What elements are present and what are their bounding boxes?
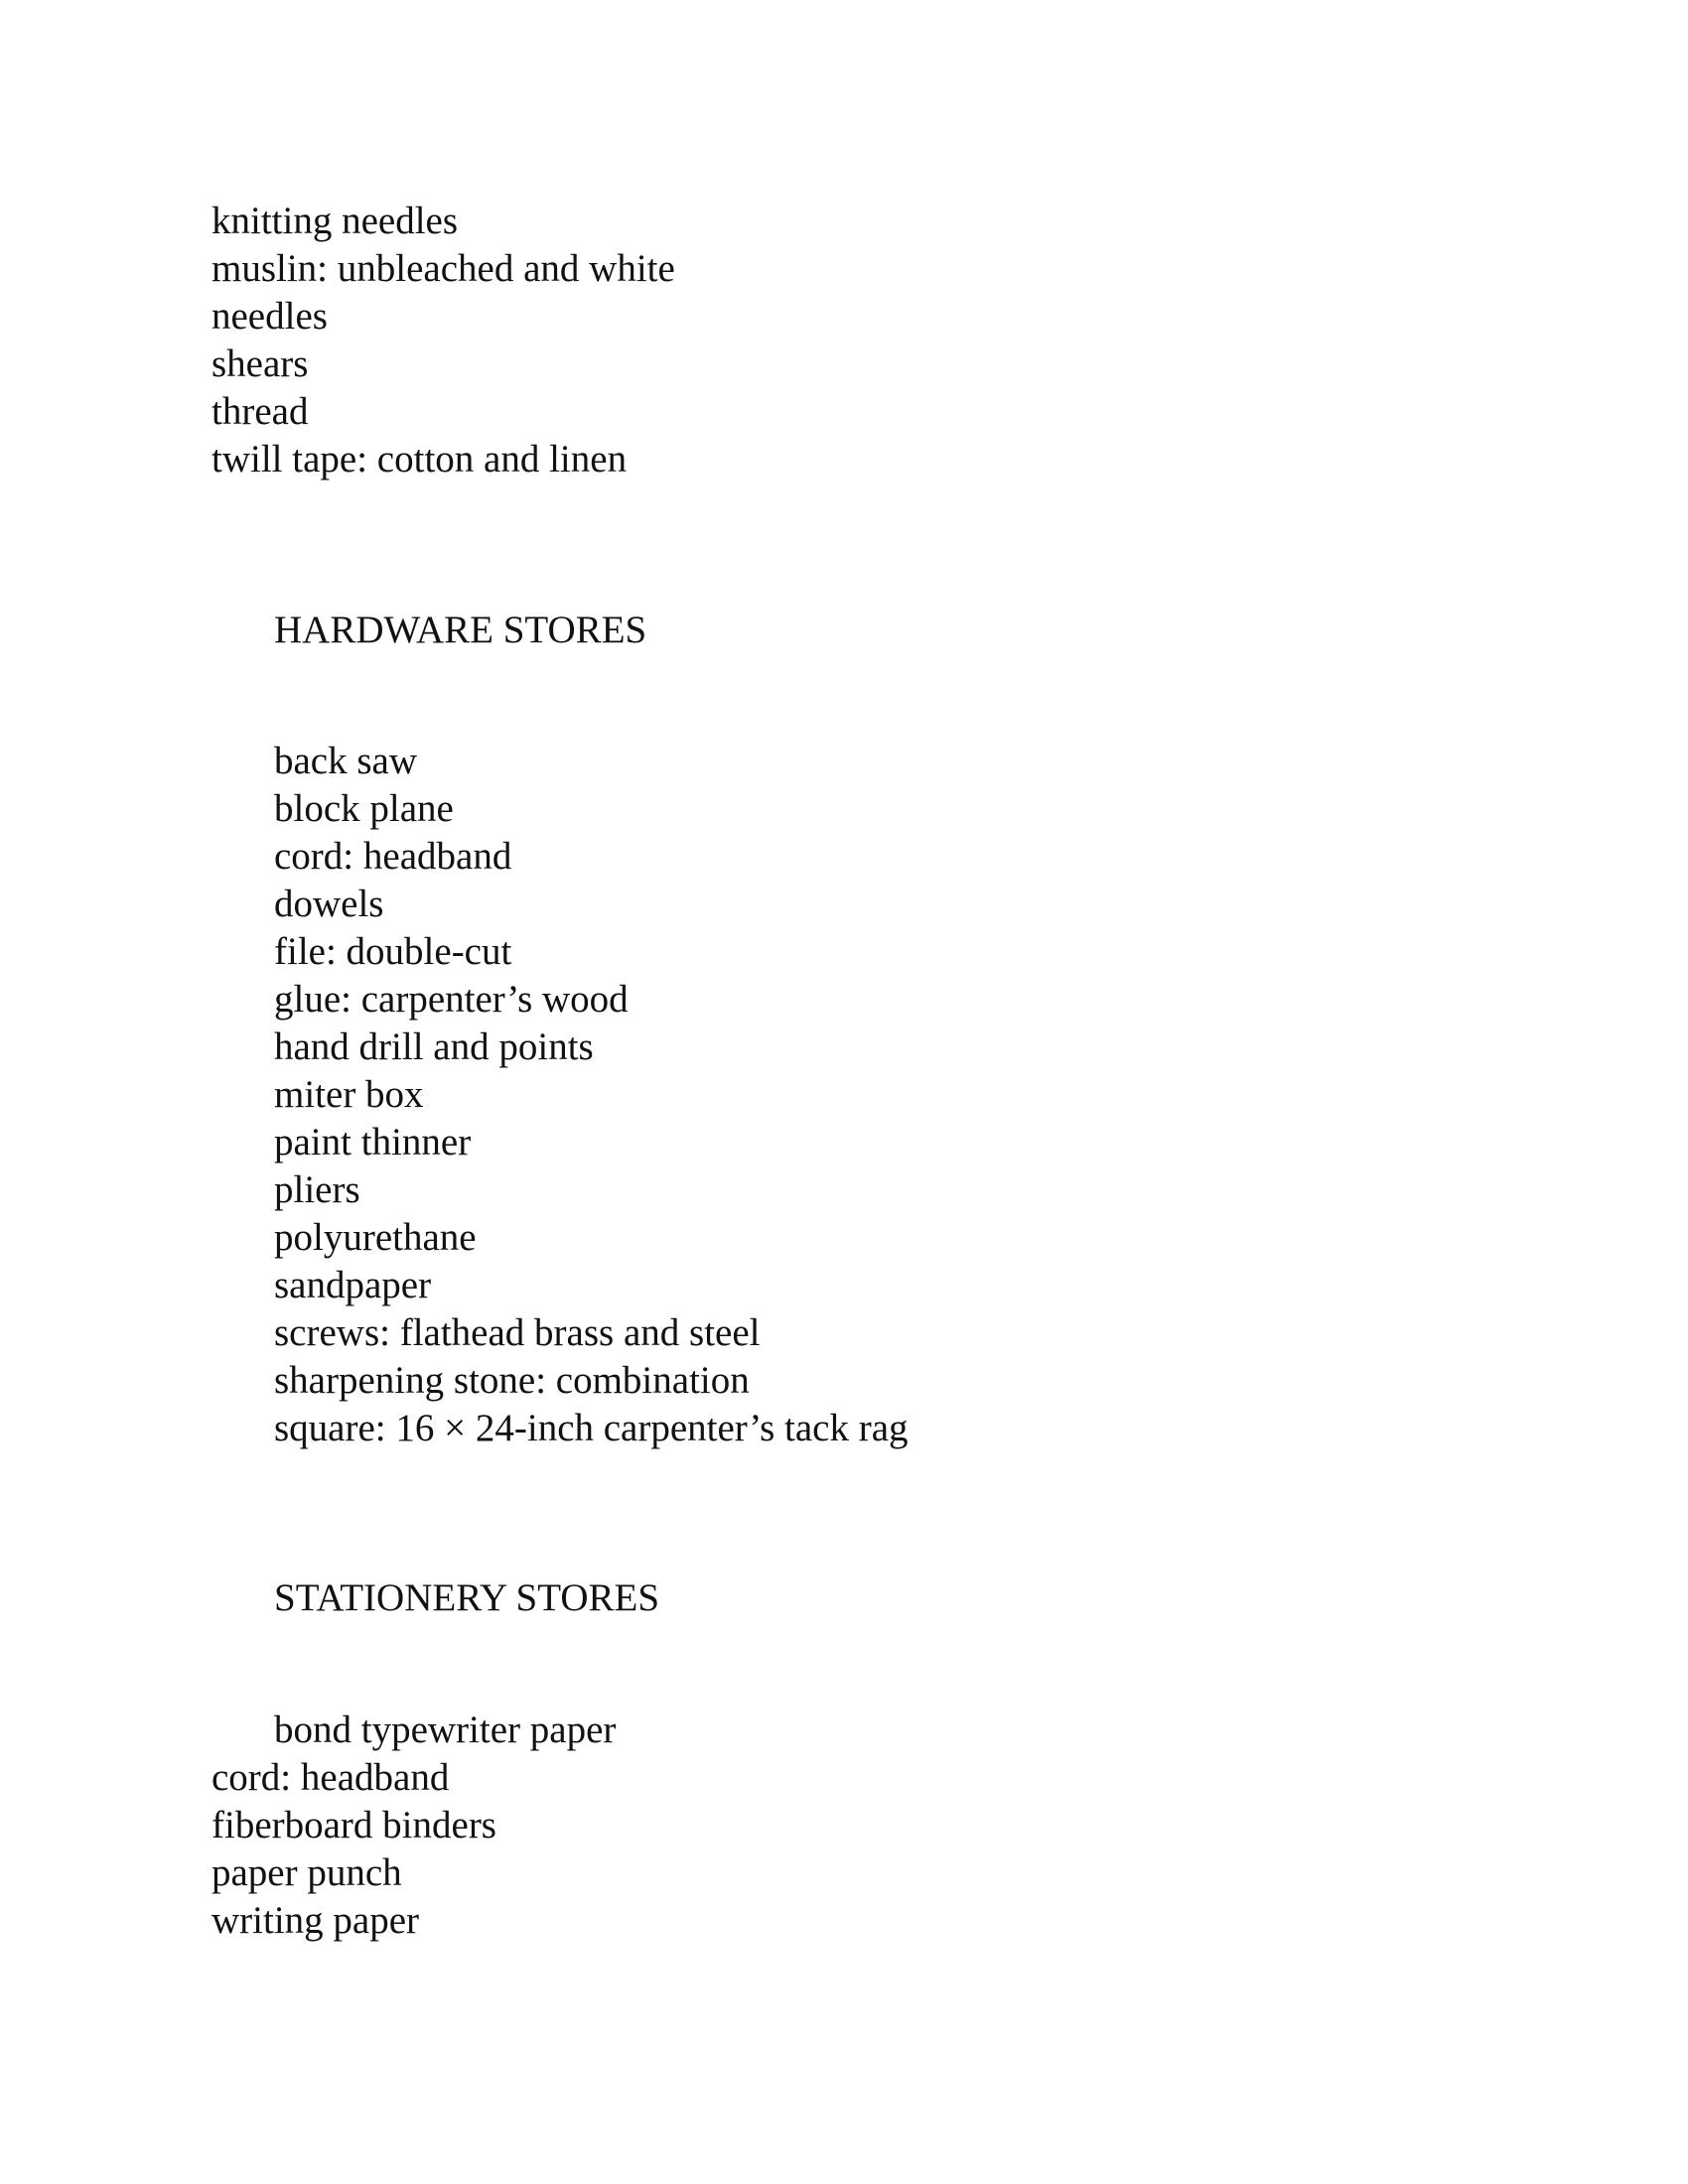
list-item: fiberboard binders <box>211 1804 496 1846</box>
list-item: glue: carpenter’s wood <box>274 978 629 1021</box>
list-item: writing paper <box>211 1899 420 1942</box>
list-item: paper punch <box>211 1851 402 1894</box>
section-heading-stationery: STATIONERY STORES <box>274 1576 660 1619</box>
list-item: shears <box>211 342 309 385</box>
list-item: pliers <box>274 1168 360 1211</box>
list-item: back saw <box>274 740 418 782</box>
list-item: cord: headband <box>274 835 512 878</box>
list-item: square: 16 × 24-inch carpenter’s tack rag <box>274 1407 909 1449</box>
list-item: block plane <box>274 787 454 830</box>
list-item: sandpaper <box>274 1264 432 1306</box>
list-item: paint thinner <box>274 1121 472 1163</box>
section-heading-hardware: HARDWARE STORES <box>274 609 647 651</box>
list-item: cord: headband <box>211 1756 450 1799</box>
list-item: screws: flathead brass and steel <box>274 1311 761 1354</box>
list-item: dowels <box>274 883 384 925</box>
list-item: thread <box>211 390 309 433</box>
list-item: file: double-cut <box>274 930 512 973</box>
list-item: miter box <box>274 1073 424 1116</box>
list-item: muslin: unbleached and white <box>211 247 675 290</box>
list-item: polyurethane <box>274 1216 477 1259</box>
list-item: needles <box>211 295 328 338</box>
list-item: sharpening stone: combination <box>274 1359 750 1402</box>
list-item: bond typewriter paper <box>274 1708 617 1751</box>
list-item: knitting needles <box>211 200 459 242</box>
list-item: twill tape: cotton and linen <box>211 438 628 480</box>
list-item: hand drill and points <box>274 1025 594 1068</box>
